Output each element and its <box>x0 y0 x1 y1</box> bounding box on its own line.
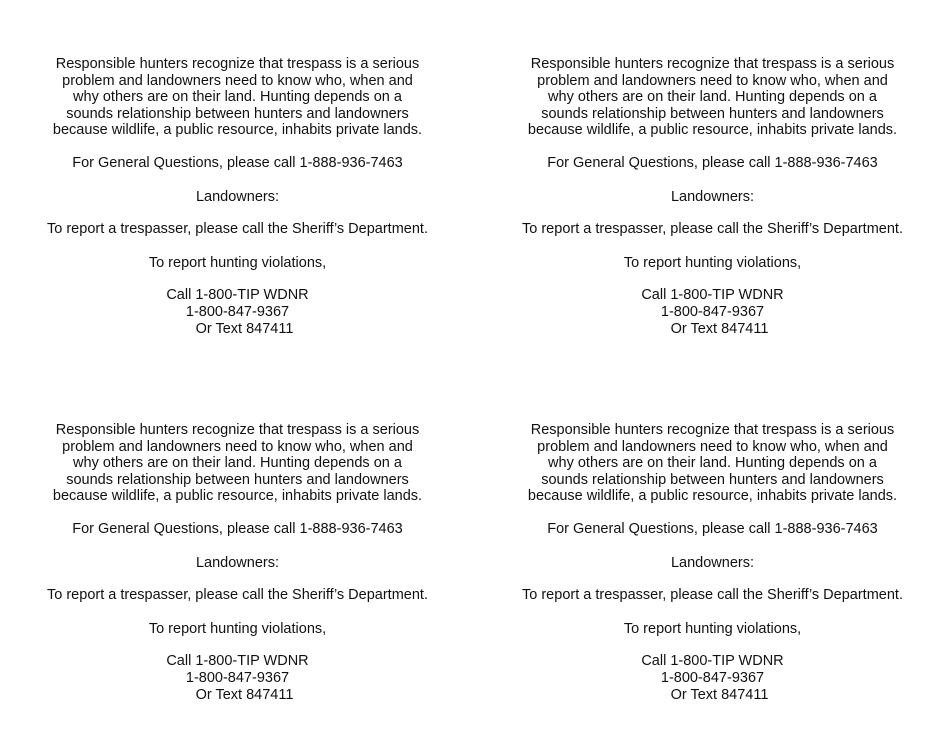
trespasser-text: To report a trespasser, please call the Sheriff’s Department. <box>522 221 903 238</box>
call-line: Call 1-800-TIP WDNR <box>641 287 784 304</box>
intro-paragraph <box>528 422 898 505</box>
violations-text: To report hunting violations, <box>148 620 327 637</box>
notice-card-top-left <box>0 56 475 337</box>
intro-line: why others are on their land. Hunting depends on a <box>548 455 877 472</box>
intro-line: problem and landowners need to know who, when and <box>62 72 413 89</box>
intro-line: sounds relationship between hunters and landowners <box>66 471 409 488</box>
call-block <box>475 653 950 703</box>
intro-line: problem and landowners need to know who, when and <box>537 438 888 455</box>
intro-line: because wildlife, a public resource, inhabits private lands. <box>52 122 423 139</box>
notice-card-bottom-left <box>0 422 475 703</box>
call-block <box>475 287 950 337</box>
call-line: Call 1-800-TIP WDNR <box>641 653 784 670</box>
call-line: 1-800-847-9367 <box>185 303 290 320</box>
notice-card-top-right <box>475 56 950 337</box>
intro-line: why others are on their land. Hunting depends on a <box>548 89 877 106</box>
trespasser-text: To report a trespasser, please call the Sheriff’s Department. <box>47 587 428 604</box>
intro-line: sounds relationship between hunters and landowners <box>66 105 409 122</box>
intro-line: because wildlife, a public resource, inhabits private lands. <box>527 122 898 139</box>
general-questions-text: For General Questions, please call 1-888-936-7463 <box>72 154 403 171</box>
intro-line: Responsible hunters recognize that trespass is a serious <box>530 422 895 438</box>
violations-text: To report hunting violations, <box>148 254 327 271</box>
intro-paragraph <box>53 56 423 139</box>
intro-line: because wildlife, a public resource, inhabits private lands. <box>527 488 898 505</box>
intro-paragraph <box>53 422 423 505</box>
trespasser-text: To report a trespasser, please call the Sheriff’s Department. <box>47 221 428 238</box>
call-block <box>0 653 475 703</box>
call-block <box>0 287 475 337</box>
call-line: Or Text 847411 <box>670 320 769 337</box>
intro-line: why others are on their land. Hunting depends on a <box>73 455 402 472</box>
intro-line: because wildlife, a public resource, inhabits private lands. <box>52 488 423 505</box>
intro-line: Responsible hunters recognize that trespass is a serious <box>55 422 420 438</box>
violations-text: To report hunting violations, <box>623 620 802 637</box>
landowners-heading: Landowners: <box>670 554 755 571</box>
intro-line: Responsible hunters recognize that trespass is a serious <box>55 56 420 72</box>
landowners-heading: Landowners: <box>670 188 755 205</box>
call-line: Call 1-800-TIP WDNR <box>166 653 309 670</box>
intro-line: why others are on their land. Hunting depends on a <box>73 89 402 106</box>
landowners-heading: Landowners: <box>195 188 280 205</box>
call-line: 1-800-847-9367 <box>660 303 765 320</box>
notice-card-bottom-right <box>475 422 950 703</box>
intro-line: sounds relationship between hunters and landowners <box>541 471 884 488</box>
call-line: Call 1-800-TIP WDNR <box>166 287 309 304</box>
landowners-heading: Landowners: <box>195 554 280 571</box>
intro-line: sounds relationship between hunters and landowners <box>541 105 884 122</box>
intro-paragraph <box>528 56 898 139</box>
call-line: Or Text 847411 <box>195 686 294 703</box>
trespasser-text: To report a trespasser, please call the Sheriff’s Department. <box>522 587 903 604</box>
general-questions-text: For General Questions, please call 1-888-936-7463 <box>72 520 403 537</box>
violations-text: To report hunting violations, <box>623 254 802 271</box>
call-line: Or Text 847411 <box>195 320 294 337</box>
intro-line: problem and landowners need to know who, when and <box>537 72 888 89</box>
general-questions-text: For General Questions, please call 1-888-936-7463 <box>547 520 878 537</box>
intro-line: Responsible hunters recognize that trespass is a serious <box>530 56 895 72</box>
call-line: Or Text 847411 <box>670 686 769 703</box>
call-line: 1-800-847-9367 <box>185 669 290 686</box>
intro-line: problem and landowners need to know who, when and <box>62 438 413 455</box>
call-line: 1-800-847-9367 <box>660 669 765 686</box>
general-questions-text: For General Questions, please call 1-888-936-7463 <box>547 154 878 171</box>
